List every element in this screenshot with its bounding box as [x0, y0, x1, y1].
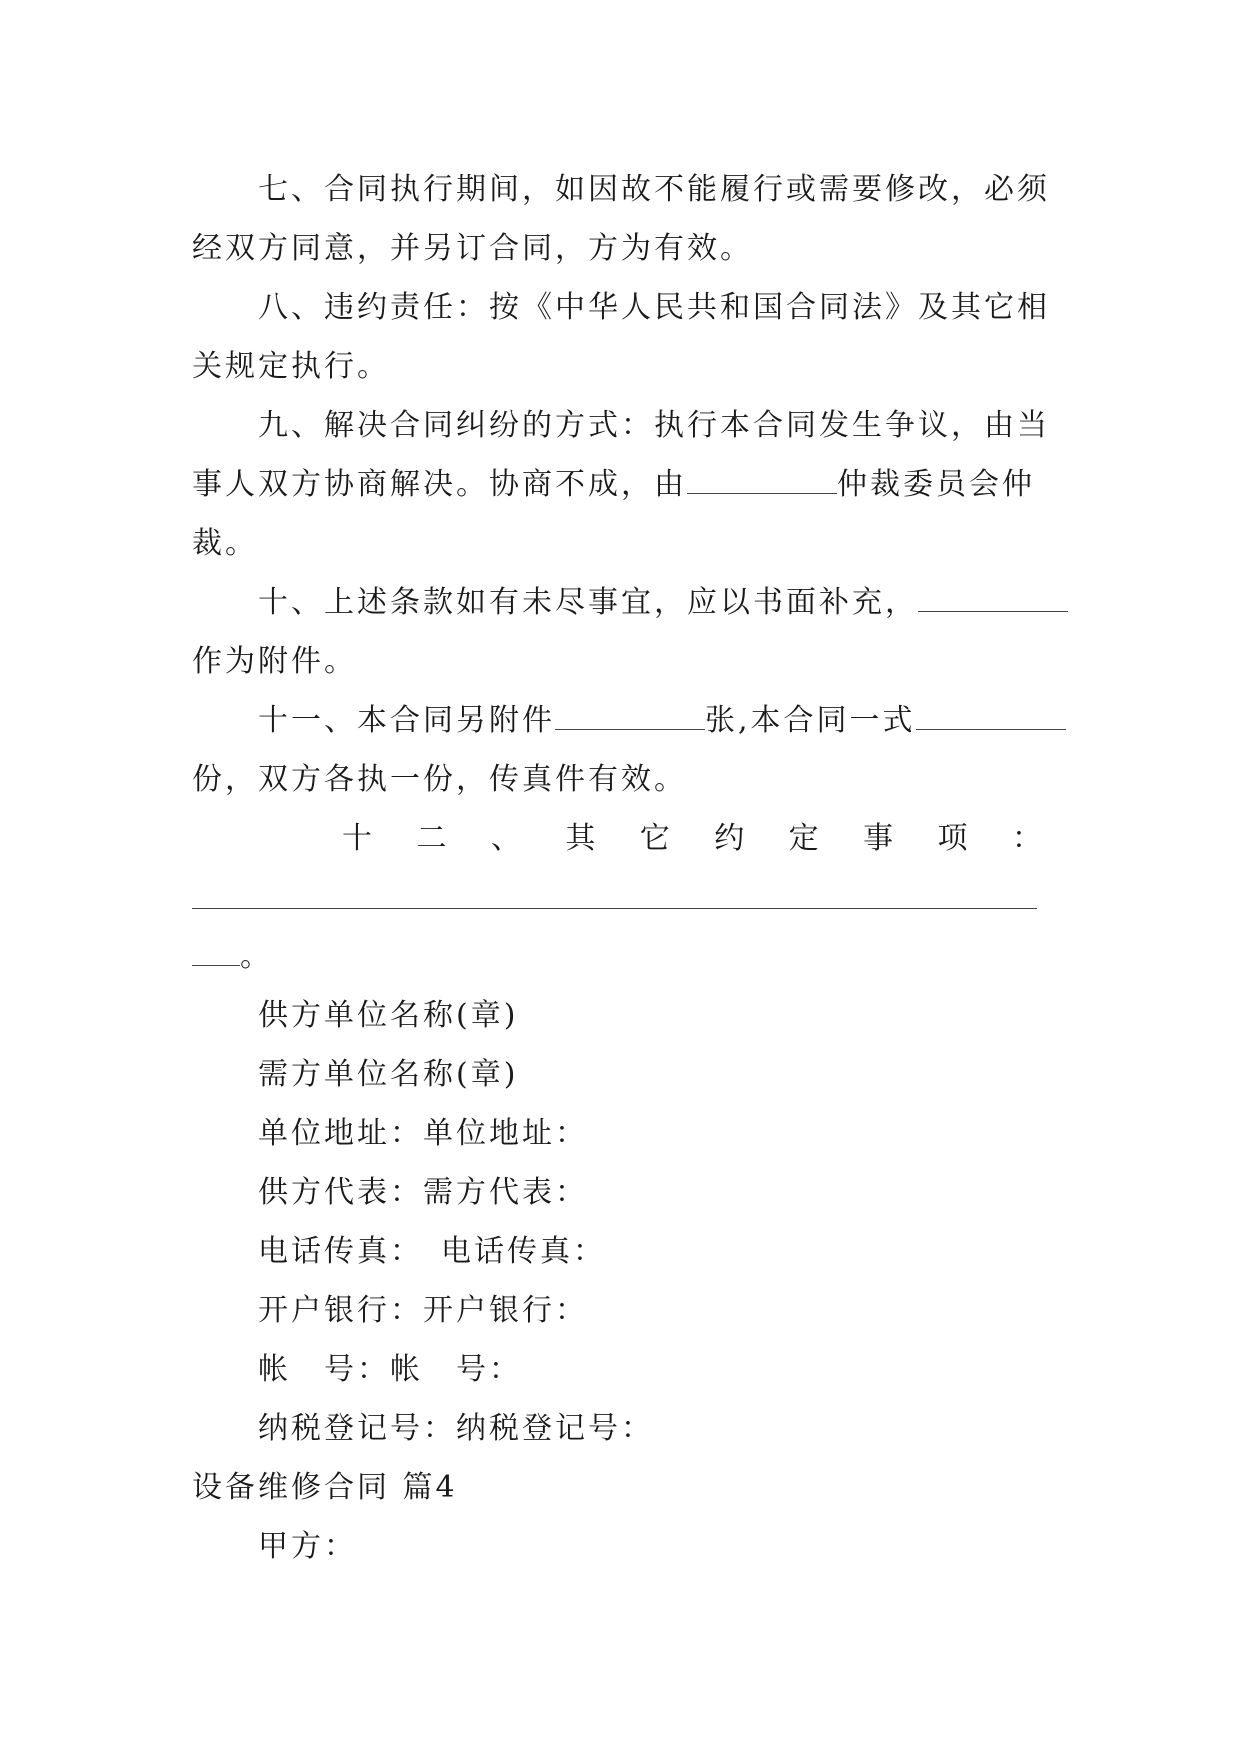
- clause-10-line-1: [192, 573, 1052, 632]
- document-page: [192, 160, 1052, 1576]
- signature-account: 帐 号：帐 号：: [258, 1352, 522, 1387]
- clause-12-char: 其: [565, 821, 596, 856]
- clause-12-char: 、: [490, 821, 521, 856]
- clause-12-blank-line: [192, 868, 1052, 927]
- clause-8-line-1: 八、违约责任：按《中华人民共和国合同法》及其它相: [258, 290, 1050, 325]
- party-a-label: 甲方：: [258, 1529, 357, 1564]
- section-title: 设备维修合同 篇4: [192, 1470, 458, 1505]
- arbitration-blank: [687, 469, 837, 494]
- clause-12-char: ：: [1011, 821, 1042, 856]
- clause-9-line-1: 九、解决合同纠纷的方式：执行本合同发生争议，由当: [258, 408, 1050, 443]
- clause-9-line-3: 裁。: [192, 526, 258, 561]
- clause-12-char: 约: [714, 821, 745, 856]
- supplement-blank: [918, 587, 1068, 612]
- clause-7-line-1: 七、合同执行期间，如因故不能履行或需要修改，必须: [258, 172, 1050, 207]
- signature-representative: 供方代表：需方代表：: [258, 1175, 588, 1210]
- clause-8-line-2: 关规定执行。: [192, 349, 390, 384]
- clause-12-char: 它: [639, 821, 670, 856]
- attachment-count-blank: [555, 705, 705, 730]
- clause-9-text-a: 事人双方协商解决。协商不成，由: [192, 467, 687, 502]
- clause-12-char: 二: [416, 821, 447, 856]
- clause-12-end: [192, 927, 1052, 986]
- clause-12-char: 项: [937, 821, 968, 856]
- signature-bank: 开户银行：开户银行：: [258, 1293, 588, 1328]
- clause-11-text-a: 十一、本合同另附件: [258, 703, 555, 738]
- clause-9-line-2: [192, 455, 1052, 514]
- signature-address: 单位地址：单位地址：: [258, 1116, 588, 1151]
- clause-11-text-b: 张,本合同一式: [705, 703, 916, 738]
- clause-12-char: 定: [788, 821, 819, 856]
- clause-12-short-blank: [192, 941, 240, 966]
- clause-11-line-1: [192, 691, 1052, 750]
- signature-tax-id: 纳税登记号：纳税登记号：: [258, 1411, 654, 1446]
- clause-12-period: 。: [240, 939, 273, 974]
- clause-10-line-2: 作为附件。: [192, 644, 357, 679]
- clause-9-text-b: 仲裁委员会仲: [837, 467, 1035, 502]
- signature-buyer-name: 需方单位名称(章): [258, 1057, 519, 1092]
- clause-12-heading: [192, 809, 1052, 868]
- clause-10-text: 十、上述条款如有未尽事宜，应以书面补充，: [258, 585, 918, 620]
- clause-7-line-2: 经双方同意，并另订合同，方为有效。: [192, 231, 753, 266]
- signature-supplier-name: 供方单位名称(章): [258, 998, 519, 1033]
- copies-count-blank: [916, 705, 1066, 730]
- clause-12-char: 事: [863, 821, 894, 856]
- clause-12-full-blank: [192, 908, 1037, 909]
- clause-12-char: 十: [342, 821, 372, 856]
- clause-11-line-2: 份，双方各执一份，传真件有效。: [192, 762, 687, 797]
- signature-phone-fax: 电话传真： 电话传真：: [258, 1234, 606, 1269]
